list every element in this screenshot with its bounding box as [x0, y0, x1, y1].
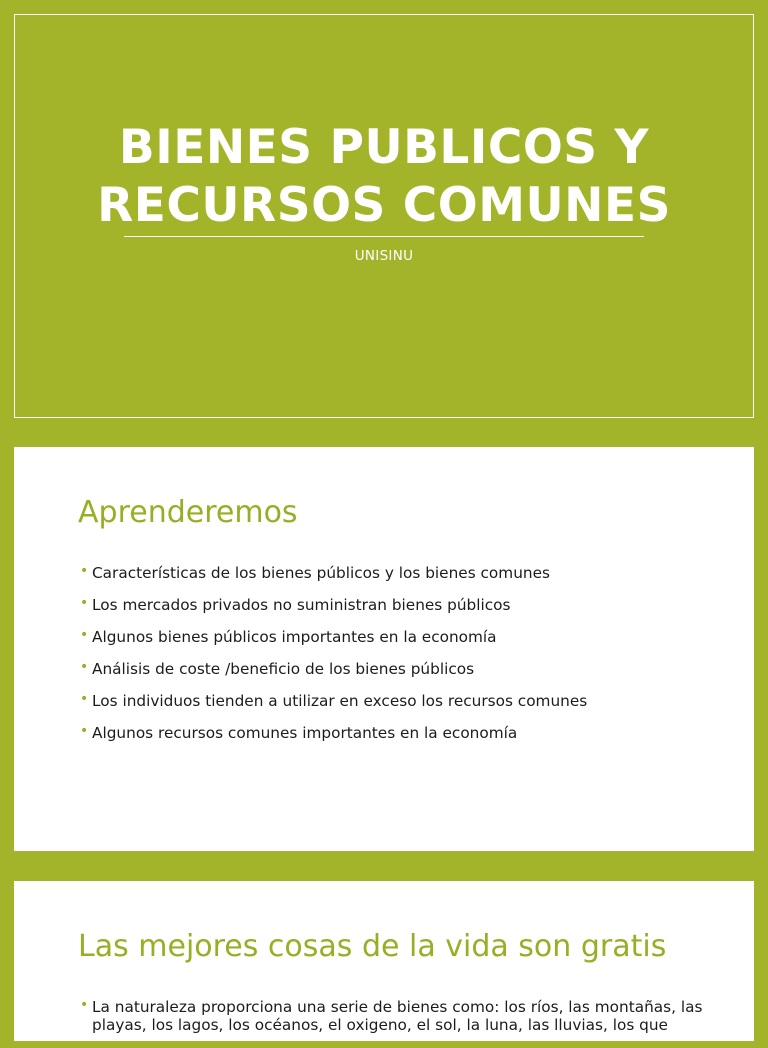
slide-title-line-2: RECURSOS COMUNES [97, 178, 671, 233]
bullet-icon: • [80, 563, 89, 579]
bullet-icon: • [80, 627, 89, 643]
bullet-item [80, 596, 714, 614]
bullet-text: Algunos recursos comunes importantes en la economía [92, 724, 518, 742]
bullet-icon: • [80, 723, 89, 739]
bullet-text: Análisis de coste /beneficio de los bienes públicos [92, 660, 475, 678]
bullet-item [80, 628, 714, 646]
bullet-text: Los individuos tienden a utilizar en exceso los recursos comunes [92, 692, 588, 710]
bullet-icon: • [80, 997, 89, 1013]
bullet-item [80, 724, 714, 742]
aprenderemos-slide[interactable] [14, 447, 754, 851]
slide-subtitle: UNISINU [354, 248, 414, 264]
slide-title-line-1: BIENES PUBLICOS Y [118, 120, 650, 175]
bullet-icon: • [80, 691, 89, 707]
bullet-list [80, 564, 714, 756]
bullet-text: Características de los bienes públicos y los bienes comunes [92, 564, 550, 582]
bullet-item [80, 564, 714, 582]
slide-heading: Aprenderemos [78, 495, 298, 530]
bullet-icon: • [80, 659, 89, 675]
bullet-text: Algunos bienes públicos importantes en la economía [92, 628, 497, 646]
slide-title [15, 119, 753, 235]
bullet-item [80, 660, 714, 678]
bullet-text: Los mercados privados no suministran bienes públicos [92, 596, 511, 614]
title-slide[interactable] [14, 14, 754, 418]
bullet-item [80, 998, 714, 1034]
bullet-icon: • [80, 595, 89, 611]
mejores-cosas-slide[interactable] [14, 881, 754, 1041]
bullet-text: La naturaleza proporciona una serie de bienes como: los ríos, las montañas, las playas, los lagos, los océanos, el oxigeno, el sol, la luna, las lluvias, los que [92, 998, 703, 1034]
bullet-list [80, 998, 714, 1048]
slide-heading: Las mejores cosas de la vida son gratis [78, 929, 667, 964]
title-divider [124, 236, 644, 237]
bullet-item [80, 692, 714, 710]
